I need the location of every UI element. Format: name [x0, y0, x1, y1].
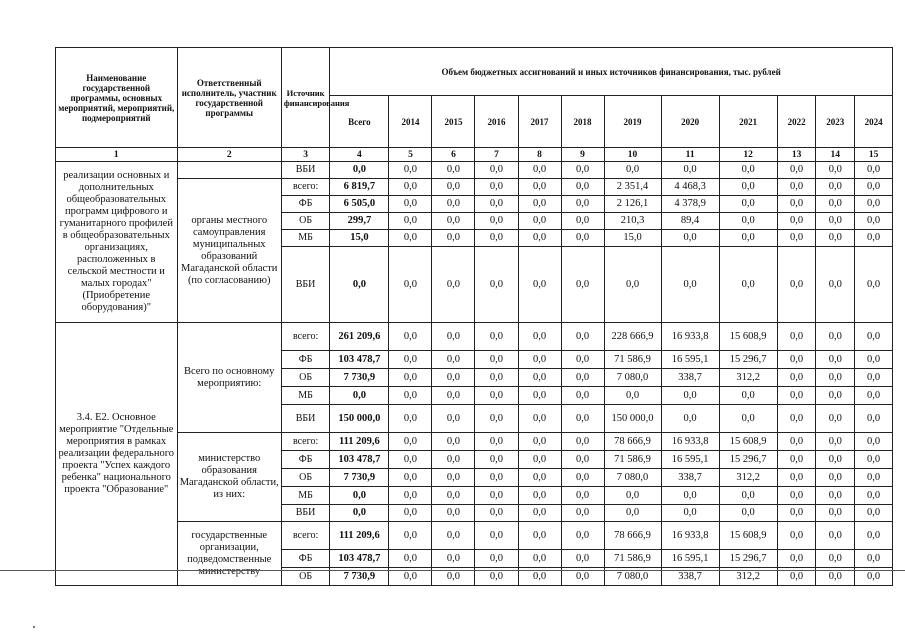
value-cell: 0,0: [777, 323, 816, 351]
value-cell: 0,0: [561, 247, 604, 323]
value-cell: 0,0: [719, 247, 777, 323]
value-cell: 89,4: [661, 213, 719, 230]
header-name: Наименование государственной программы, основных мероприятий, мероприятий, подмероприятий: [56, 48, 178, 148]
value-cell: 0,0: [661, 487, 719, 505]
source-cell: ФБ: [281, 351, 329, 369]
total-cell: 7 730,9: [330, 469, 389, 487]
total-cell: 261 209,6: [330, 323, 389, 351]
value-cell: 0,0: [389, 247, 432, 323]
value-cell: 0,0: [475, 323, 518, 351]
value-cell: 0,0: [432, 433, 475, 451]
value-cell: 0,0: [816, 213, 855, 230]
value-cell: 0,0: [777, 469, 816, 487]
value-cell: 0,0: [561, 433, 604, 451]
value-cell: 0,0: [604, 162, 661, 179]
total-cell: 0,0: [330, 247, 389, 323]
value-cell: 0,0: [475, 505, 518, 522]
table-row: [56, 323, 893, 351]
total-cell: 0,0: [330, 505, 389, 522]
value-cell: 0,0: [777, 369, 816, 387]
column-number: 6: [432, 148, 475, 162]
responsible-cell: государственные организации, подведомственные министерству: [177, 522, 281, 586]
value-cell: 2 351,4: [604, 179, 661, 196]
column-number: 14: [816, 148, 855, 162]
budget-table: [55, 47, 893, 586]
value-cell: 0,0: [432, 550, 475, 568]
header-budget: Объем бюджетных ассигнований и иных источников финансирования, тыс. рублей: [330, 48, 893, 96]
value-cell: 0,0: [855, 451, 893, 469]
value-cell: 0,0: [777, 179, 816, 196]
value-cell: 0,0: [389, 550, 432, 568]
value-cell: 0,0: [518, 247, 561, 323]
value-cell: 0,0: [389, 351, 432, 369]
value-cell: 0,0: [855, 196, 893, 213]
value-cell: 0,0: [855, 323, 893, 351]
value-cell: 0,0: [855, 568, 893, 586]
value-cell: 0,0: [432, 522, 475, 550]
value-cell: 0,0: [518, 162, 561, 179]
value-cell: 0,0: [777, 405, 816, 433]
source-cell: МБ: [281, 387, 329, 405]
column-number: 8: [518, 148, 561, 162]
value-cell: 0,0: [719, 387, 777, 405]
value-cell: 0,0: [518, 550, 561, 568]
value-cell: 0,0: [389, 387, 432, 405]
source-cell: ОБ: [281, 568, 329, 586]
header-year: 2015: [432, 96, 475, 148]
column-number-row: [56, 148, 893, 162]
value-cell: 0,0: [661, 505, 719, 522]
value-cell: 0,0: [475, 433, 518, 451]
column-number: 10: [604, 148, 661, 162]
value-cell: 0,0: [518, 433, 561, 451]
value-cell: 0,0: [389, 568, 432, 586]
table-row: [56, 162, 893, 179]
value-cell: 312,2: [719, 568, 777, 586]
value-cell: 0,0: [389, 522, 432, 550]
value-cell: 0,0: [777, 505, 816, 522]
value-cell: 71 586,9: [604, 451, 661, 469]
header-responsible: Ответственный исполнитель, участник государственной программы: [177, 48, 281, 148]
responsible-cell: Всего по основному мероприятию:: [177, 323, 281, 433]
value-cell: 0,0: [777, 487, 816, 505]
value-cell: 0,0: [389, 487, 432, 505]
value-cell: 0,0: [816, 505, 855, 522]
value-cell: 0,0: [855, 505, 893, 522]
value-cell: 0,0: [777, 213, 816, 230]
value-cell: 0,0: [432, 469, 475, 487]
value-cell: 0,0: [432, 323, 475, 351]
total-cell: 0,0: [330, 487, 389, 505]
value-cell: 0,0: [561, 568, 604, 586]
value-cell: 0,0: [777, 433, 816, 451]
header-year: 2019: [604, 96, 661, 148]
value-cell: 0,0: [475, 522, 518, 550]
header-year: 2014: [389, 96, 432, 148]
value-cell: 2 126,1: [604, 196, 661, 213]
value-cell: 0,0: [719, 196, 777, 213]
source-cell: ВБИ: [281, 247, 329, 323]
value-cell: 0,0: [518, 196, 561, 213]
table-row: [56, 179, 893, 196]
value-cell: 0,0: [604, 487, 661, 505]
value-cell: 0,0: [518, 451, 561, 469]
value-cell: 0,0: [561, 522, 604, 550]
header-source: Источник финансирования: [281, 48, 329, 148]
total-cell: 7 730,9: [330, 369, 389, 387]
value-cell: 0,0: [661, 247, 719, 323]
value-cell: 0,0: [432, 162, 475, 179]
value-cell: 0,0: [475, 230, 518, 247]
value-cell: 0,0: [518, 351, 561, 369]
value-cell: 0,0: [777, 230, 816, 247]
header-year: 2018: [561, 96, 604, 148]
value-cell: 16 933,8: [661, 522, 719, 550]
scan-speck: [33, 626, 35, 628]
value-cell: 0,0: [518, 568, 561, 586]
total-cell: 103 478,7: [330, 451, 389, 469]
value-cell: 0,0: [661, 387, 719, 405]
value-cell: 0,0: [518, 213, 561, 230]
value-cell: 0,0: [432, 487, 475, 505]
value-cell: 0,0: [518, 387, 561, 405]
column-number: 12: [719, 148, 777, 162]
value-cell: 0,0: [389, 451, 432, 469]
value-cell: 338,7: [661, 369, 719, 387]
value-cell: 0,0: [432, 179, 475, 196]
value-cell: 0,0: [518, 487, 561, 505]
value-cell: 0,0: [816, 179, 855, 196]
column-number: 13: [777, 148, 816, 162]
table-row: [56, 433, 893, 451]
value-cell: 150 000,0: [604, 405, 661, 433]
value-cell: 0,0: [518, 469, 561, 487]
value-cell: 0,0: [561, 387, 604, 405]
source-cell: всего:: [281, 179, 329, 196]
value-cell: 7 080,0: [604, 369, 661, 387]
value-cell: 338,7: [661, 469, 719, 487]
total-cell: 111 209,6: [330, 522, 389, 550]
column-number: 3: [281, 148, 329, 162]
source-cell: МБ: [281, 487, 329, 505]
header-year: 2020: [661, 96, 719, 148]
value-cell: 0,0: [561, 230, 604, 247]
value-cell: 78 666,9: [604, 433, 661, 451]
value-cell: 0,0: [518, 369, 561, 387]
value-cell: 0,0: [475, 213, 518, 230]
value-cell: 16 595,1: [661, 451, 719, 469]
source-cell: ФБ: [281, 550, 329, 568]
column-number: 2: [177, 148, 281, 162]
value-cell: 0,0: [561, 351, 604, 369]
value-cell: 0,0: [661, 230, 719, 247]
value-cell: 0,0: [518, 179, 561, 196]
value-cell: 0,0: [432, 568, 475, 586]
value-cell: 0,0: [561, 505, 604, 522]
value-cell: 0,0: [475, 451, 518, 469]
value-cell: 0,0: [561, 179, 604, 196]
program-name-cell: 3.4. Е2. Основное мероприятие "Отдельные мероприятия в рамках реализации федерального проекта "Успех каждого ребенка" национального проекта "Образование": [56, 323, 178, 586]
value-cell: 0,0: [432, 405, 475, 433]
responsible-cell: органы местного самоуправления муниципальных образований Магаданской области (по согласованию): [177, 179, 281, 323]
value-cell: 15 608,9: [719, 323, 777, 351]
value-cell: 0,0: [389, 196, 432, 213]
value-cell: 0,0: [816, 323, 855, 351]
value-cell: 0,0: [855, 179, 893, 196]
value-cell: 0,0: [855, 387, 893, 405]
value-cell: 312,2: [719, 469, 777, 487]
value-cell: 0,0: [518, 405, 561, 433]
value-cell: 0,0: [777, 387, 816, 405]
value-cell: 0,0: [432, 247, 475, 323]
value-cell: 0,0: [855, 247, 893, 323]
value-cell: 0,0: [389, 505, 432, 522]
column-number: 7: [475, 148, 518, 162]
value-cell: 7 080,0: [604, 568, 661, 586]
value-cell: 71 586,9: [604, 550, 661, 568]
value-cell: 0,0: [561, 369, 604, 387]
value-cell: 16 595,1: [661, 550, 719, 568]
value-cell: 0,0: [561, 469, 604, 487]
value-cell: 0,0: [855, 213, 893, 230]
value-cell: 0,0: [518, 323, 561, 351]
total-cell: 150 000,0: [330, 405, 389, 433]
value-cell: 0,0: [855, 230, 893, 247]
value-cell: 0,0: [518, 522, 561, 550]
source-cell: ВБИ: [281, 162, 329, 179]
value-cell: 71 586,9: [604, 351, 661, 369]
value-cell: 0,0: [855, 369, 893, 387]
value-cell: 0,0: [777, 568, 816, 586]
value-cell: 0,0: [816, 351, 855, 369]
total-cell: 6 505,0: [330, 196, 389, 213]
value-cell: 0,0: [561, 405, 604, 433]
source-cell: всего:: [281, 323, 329, 351]
value-cell: 15 608,9: [719, 522, 777, 550]
value-cell: 0,0: [719, 213, 777, 230]
value-cell: 0,0: [816, 405, 855, 433]
value-cell: 0,0: [518, 505, 561, 522]
value-cell: 0,0: [475, 487, 518, 505]
value-cell: 0,0: [855, 162, 893, 179]
source-cell: ВБИ: [281, 405, 329, 433]
value-cell: 0,0: [719, 179, 777, 196]
value-cell: 0,0: [475, 405, 518, 433]
total-cell: 15,0: [330, 230, 389, 247]
value-cell: 0,0: [432, 369, 475, 387]
value-cell: 0,0: [432, 196, 475, 213]
value-cell: 0,0: [816, 196, 855, 213]
value-cell: 15 296,7: [719, 351, 777, 369]
value-cell: 0,0: [475, 369, 518, 387]
value-cell: 0,0: [816, 247, 855, 323]
value-cell: 0,0: [855, 522, 893, 550]
value-cell: 0,0: [719, 487, 777, 505]
value-cell: 0,0: [816, 387, 855, 405]
value-cell: 4 378,9: [661, 196, 719, 213]
value-cell: 0,0: [475, 550, 518, 568]
value-cell: 0,0: [777, 162, 816, 179]
value-cell: 228 666,9: [604, 323, 661, 351]
responsible-cell: министерство образования Магаданской области, из них:: [177, 433, 281, 522]
value-cell: 0,0: [816, 568, 855, 586]
value-cell: 0,0: [816, 469, 855, 487]
value-cell: 4 468,3: [661, 179, 719, 196]
value-cell: 0,0: [816, 369, 855, 387]
source-cell: ОБ: [281, 369, 329, 387]
value-cell: 0,0: [661, 162, 719, 179]
total-cell: 6 819,7: [330, 179, 389, 196]
column-number: 5: [389, 148, 432, 162]
value-cell: 0,0: [561, 162, 604, 179]
column-number: 11: [661, 148, 719, 162]
source-cell: ФБ: [281, 451, 329, 469]
value-cell: 0,0: [816, 522, 855, 550]
value-cell: 0,0: [777, 522, 816, 550]
header-year: 2024: [855, 96, 893, 148]
value-cell: 0,0: [389, 433, 432, 451]
header-total: Всего: [330, 96, 389, 148]
header-year: 2017: [518, 96, 561, 148]
value-cell: 15 296,7: [719, 451, 777, 469]
value-cell: 0,0: [604, 387, 661, 405]
value-cell: 312,2: [719, 369, 777, 387]
value-cell: 0,0: [518, 230, 561, 247]
value-cell: 0,0: [816, 162, 855, 179]
column-number: 9: [561, 148, 604, 162]
value-cell: 0,0: [389, 469, 432, 487]
value-cell: 0,0: [475, 179, 518, 196]
header-year: 2021: [719, 96, 777, 148]
value-cell: 0,0: [816, 433, 855, 451]
source-cell: ОБ: [281, 213, 329, 230]
column-number: 15: [855, 148, 893, 162]
value-cell: 0,0: [475, 247, 518, 323]
value-cell: 0,0: [389, 230, 432, 247]
value-cell: 0,0: [432, 230, 475, 247]
value-cell: 0,0: [432, 351, 475, 369]
total-cell: 0,0: [330, 162, 389, 179]
value-cell: 0,0: [432, 451, 475, 469]
value-cell: 0,0: [389, 213, 432, 230]
value-cell: 0,0: [475, 568, 518, 586]
value-cell: 0,0: [661, 405, 719, 433]
value-cell: 0,0: [855, 351, 893, 369]
column-number: 1: [56, 148, 178, 162]
total-cell: 103 478,7: [330, 351, 389, 369]
responsible-empty-cell: [177, 162, 281, 179]
total-cell: 103 478,7: [330, 550, 389, 568]
header-year: 2016: [475, 96, 518, 148]
program-name-cell: реализации основных и дополнительных общеобразовательных программ цифрового и гуманитарного профилей в общеобразовательных организациях, расположенных в сельской местности и малых городах" (Приобретение оборудования)": [56, 162, 178, 323]
value-cell: 15 608,9: [719, 433, 777, 451]
value-cell: 0,0: [561, 196, 604, 213]
value-cell: 0,0: [855, 469, 893, 487]
value-cell: 0,0: [855, 487, 893, 505]
value-cell: 16 933,8: [661, 323, 719, 351]
value-cell: 15 296,7: [719, 550, 777, 568]
value-cell: 0,0: [816, 550, 855, 568]
value-cell: 0,0: [816, 487, 855, 505]
value-cell: 0,0: [719, 405, 777, 433]
value-cell: 0,0: [855, 550, 893, 568]
value-cell: 0,0: [719, 505, 777, 522]
value-cell: 0,0: [719, 230, 777, 247]
value-cell: 0,0: [777, 196, 816, 213]
value-cell: 0,0: [561, 213, 604, 230]
source-cell: ОБ: [281, 469, 329, 487]
source-cell: всего:: [281, 522, 329, 550]
value-cell: 0,0: [475, 351, 518, 369]
value-cell: 7 080,0: [604, 469, 661, 487]
column-number: 4: [330, 148, 389, 162]
value-cell: 0,0: [432, 505, 475, 522]
total-cell: 0,0: [330, 387, 389, 405]
value-cell: 0,0: [719, 162, 777, 179]
value-cell: 0,0: [777, 451, 816, 469]
value-cell: 0,0: [855, 433, 893, 451]
value-cell: 16 595,1: [661, 351, 719, 369]
value-cell: 210,3: [604, 213, 661, 230]
value-cell: 0,0: [475, 196, 518, 213]
value-cell: 0,0: [561, 487, 604, 505]
value-cell: 0,0: [777, 550, 816, 568]
header-year: 2023: [816, 96, 855, 148]
value-cell: 0,0: [777, 351, 816, 369]
value-cell: 0,0: [389, 369, 432, 387]
value-cell: 0,0: [389, 179, 432, 196]
source-cell: ФБ: [281, 196, 329, 213]
source-cell: ВБИ: [281, 505, 329, 522]
value-cell: 0,0: [855, 405, 893, 433]
value-cell: 0,0: [816, 230, 855, 247]
value-cell: 0,0: [475, 162, 518, 179]
value-cell: 338,7: [661, 568, 719, 586]
value-cell: 0,0: [475, 469, 518, 487]
value-cell: 0,0: [816, 451, 855, 469]
value-cell: 0,0: [389, 405, 432, 433]
value-cell: 0,0: [561, 451, 604, 469]
value-cell: 0,0: [475, 387, 518, 405]
value-cell: 0,0: [432, 387, 475, 405]
value-cell: 0,0: [777, 247, 816, 323]
value-cell: 15,0: [604, 230, 661, 247]
table-body: [56, 148, 893, 586]
source-cell: МБ: [281, 230, 329, 247]
value-cell: 0,0: [561, 323, 604, 351]
table-row: [56, 522, 893, 550]
total-cell: 299,7: [330, 213, 389, 230]
value-cell: 78 666,9: [604, 522, 661, 550]
value-cell: 0,0: [389, 162, 432, 179]
value-cell: 0,0: [561, 550, 604, 568]
value-cell: 16 933,8: [661, 433, 719, 451]
value-cell: 0,0: [389, 323, 432, 351]
value-cell: 0,0: [604, 505, 661, 522]
total-cell: 111 209,6: [330, 433, 389, 451]
source-cell: всего:: [281, 433, 329, 451]
total-cell: 7 730,9: [330, 568, 389, 586]
value-cell: 0,0: [432, 213, 475, 230]
value-cell: 0,0: [604, 247, 661, 323]
header-year: 2022: [777, 96, 816, 148]
page-bottom-line: [0, 570, 905, 571]
